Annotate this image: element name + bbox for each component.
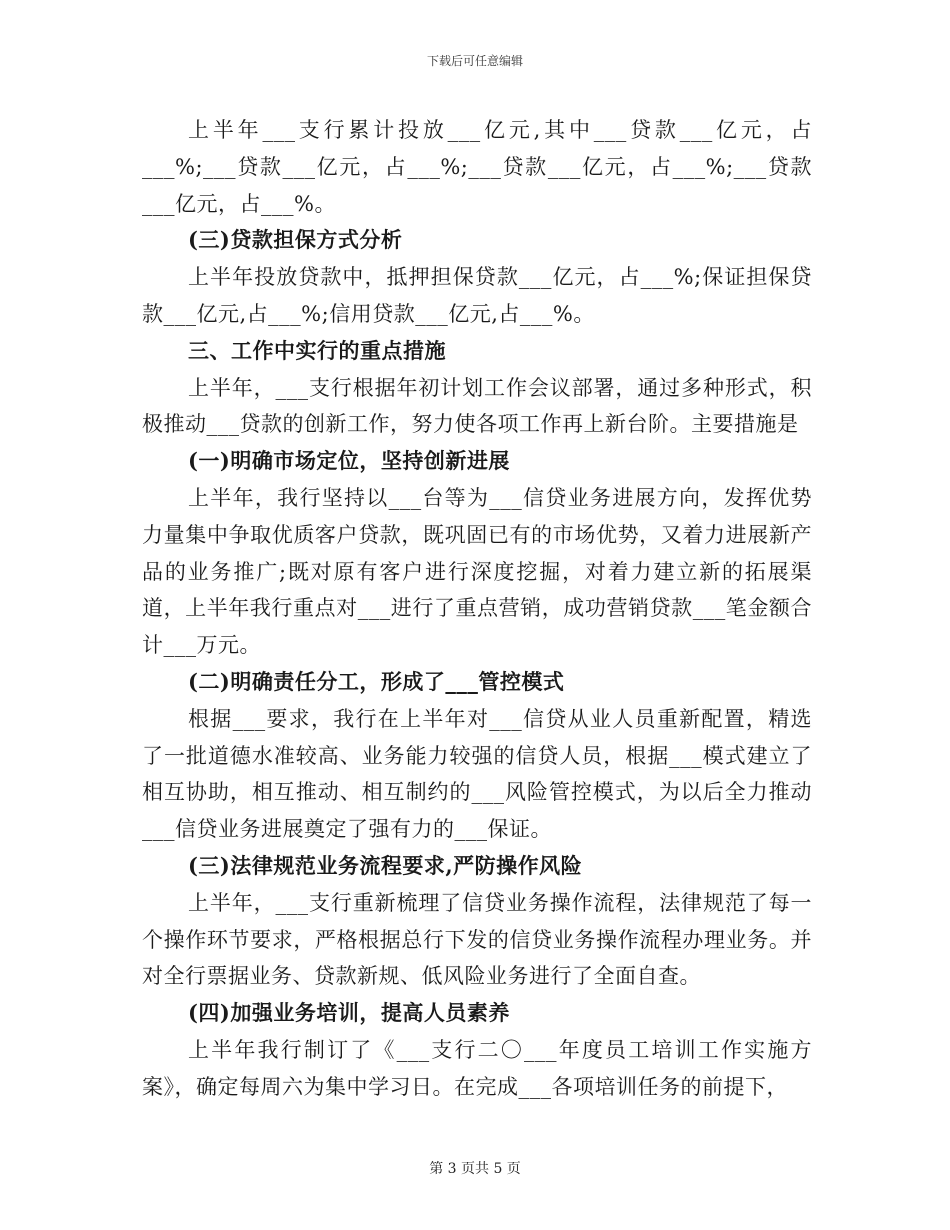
paragraph-market-positioning: 上半年，我行坚持以___台等为___信贷业务进展方向，发挥优势力量集中争取优质客户贷款，既巩固已有的市场优势，又着力进展新产品的业务推广;既对原有客户进行深度挖掘，对着力建立新的拓展渠道，上半年我行重点对___进行了重点营销，成功营销贷款___笔金额合计___万元。 — [142, 485, 812, 658]
heading-guarantee-analysis: (三)贷款担保方式分析 — [188, 227, 403, 253]
paragraph-loan-distribution: 上半年___支行累计投放___亿元,其中___贷款___亿元，占___%;___贷款___亿元，占___%;___贷款___亿元，占___%;___贷款___亿元，占___%。 — [142, 118, 812, 216]
paragraph-staff-training: 上半年我行制订了《___支行二〇___年度员工培训工作实施方案》，确定每周六为集中学习日。在完成___各项培训任务的前提下， — [142, 1037, 812, 1099]
paragraph-guarantee-analysis: 上半年投放贷款中，抵押担保贷款___亿元，占___%;保证担保贷款___亿元,占___%;信用贷款___亿元,占___%。 — [142, 265, 812, 326]
page-footer: 第 3 页共 5 页 — [429, 1161, 521, 1177]
heading-responsibility-division: (二)明确责任分工，形成了___管控模式 — [188, 668, 565, 694]
heading-staff-training: (四)加强业务培训，提高人员素养 — [188, 1000, 510, 1026]
document-body — [142, 112, 812, 1106]
page-header: 下载后可任意编辑 — [426, 54, 523, 68]
paragraph-responsibility-division: 根据___要求，我行在上半年对___信贷从业人员重新配置，精选了一批道德水准较高、业务能力较强的信贷人员，根据___模式建立了相互协助，相互推动、相互制约的___风险管控模式，为以后全力推动___信贷业务进展奠定了强有力的___保证。 — [142, 706, 812, 842]
heading-market-positioning: (一)明确市场定位，坚持创新进展 — [188, 448, 510, 474]
paragraph-process-compliance: 上半年，___支行重新梳理了信贷业务操作流程，法律规范了每一个操作环节要求，严格根据总行下发的信贷业务操作流程办理业务。并对全行票据业务、贷款新规、低风险业务进行了全面自查。 — [142, 890, 812, 989]
heading-key-measures: 三、工作中实行的重点措施 — [188, 337, 446, 363]
heading-process-compliance: (三)法律规范业务流程要求,严防操作风险 — [188, 852, 583, 878]
paragraph-key-measures-intro: 上半年，___支行根据年初计划工作会议部署，通过多种形式，积极推动___贷款的创新工作，努力使各项工作再上新台阶。主要措施是 — [142, 375, 812, 437]
